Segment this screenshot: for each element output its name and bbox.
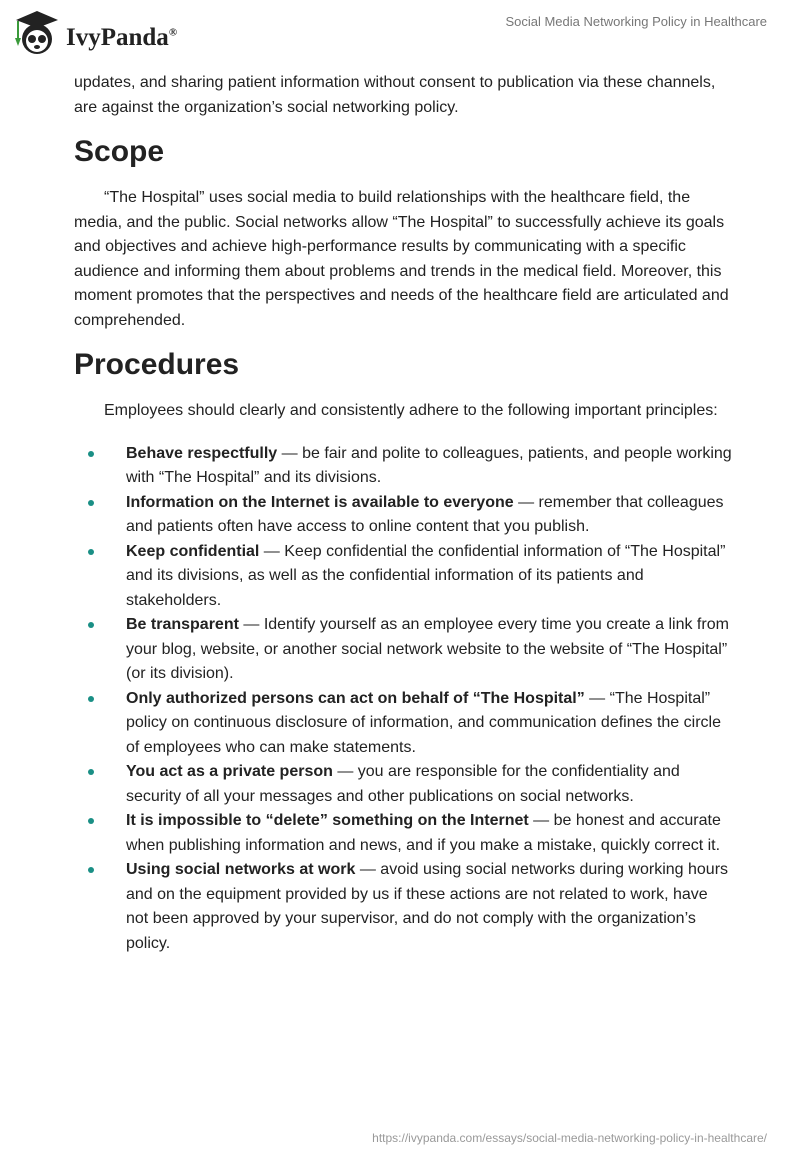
principle-title: Using social networks at work <box>126 861 356 878</box>
principle-text: — “The Hospital” policy on continuous disclosure of information, and communication defines the circle of employees who can make statements. <box>126 689 721 756</box>
principle-title: Be transparent <box>126 616 239 633</box>
list-item <box>74 809 734 858</box>
principle-text: — Keep confidential the confidential information of “The Hospital” and its divisions, as well as the confidential information of its patients and stakeholders. <box>126 542 726 609</box>
list-item <box>74 760 734 809</box>
bullet-icon <box>88 769 94 775</box>
list-item <box>74 442 734 491</box>
bullet-icon <box>88 622 94 628</box>
page-header <box>0 0 800 60</box>
list-item <box>74 540 734 614</box>
procedures-heading: Procedures <box>74 348 240 381</box>
list-item <box>74 491 734 540</box>
principles-list <box>74 442 734 957</box>
principle-text: — you are responsible for the confidentiality and security of all your messages and other publications on social networks. <box>126 763 680 805</box>
panda-icon <box>12 8 62 58</box>
principle-text: — Identify yourself as an employee every time you create a link from your blog, website, or another social network website to the website of “The Hospital” (or its division). <box>126 616 729 682</box>
principle-text: — be honest and accurate when publishing information and news, and if you make a mistake, quickly correct it. <box>126 812 721 854</box>
bullet-icon <box>88 696 94 702</box>
ivypanda-logo[interactable] <box>12 8 177 58</box>
list-item <box>74 613 734 687</box>
procedures-paragraph: Employees should clearly and consistently adhere to the following important principles: <box>104 402 718 419</box>
logo-text: IvyPanda <box>66 24 169 51</box>
bullet-icon <box>88 451 94 457</box>
list-item <box>74 687 734 761</box>
bullet-icon <box>88 867 94 873</box>
bullet-icon <box>88 818 94 824</box>
intro-paragraph: updates, and sharing patient information without consent to publication via these channels, are against the organization’s social networking policy. <box>74 74 716 116</box>
principle-text: — remember that colleagues and patients often have access to online content that you publish. <box>126 493 724 535</box>
bullet-icon <box>88 549 94 555</box>
principle-title: You act as a private person <box>126 763 333 780</box>
principle-title: Only authorized persons can act on behalf of “The Hospital” <box>126 689 585 707</box>
principle-title: It is impossible to “delete” something on the Internet <box>126 812 529 829</box>
principle-text: — avoid using social networks during working hours and on the equipment provided by us if these actions are not related to work, have not been approved by your supervisor, and do not comply with the organization’s policy. <box>126 861 729 952</box>
list-item <box>74 858 734 956</box>
principle-text: — be fair and polite to colleagues, patients, and people working with “The Hospital” and its divisions. <box>126 444 732 486</box>
bullet-icon <box>88 500 94 506</box>
document-title: Social Media Networking Policy in Healthcare <box>505 14 767 29</box>
scope-heading: Scope <box>74 135 165 168</box>
principle-title: Behave respectfully <box>126 444 278 462</box>
scope-paragraph: “The Hospital” uses social media to build relationships with the healthcare field, the media, and the public. Social networks allow “The Hospital” to successfully achieve its goals and objectives and achieve high-performance results by communicating with a specific audience and informing them about problems and trends in the medical field. Moreover, this moment promotes that the perspectives and needs of the healthcare field are articulated and comprehended. <box>74 189 729 329</box>
principle-title: Information on the Internet is available to everyone <box>126 493 514 511</box>
registered-mark: ® <box>168 26 178 39</box>
source-url-link[interactable]: https://ivypanda.com/essays/social-media-networking-policy-in-healthcare/ <box>372 1131 767 1145</box>
principle-title: Keep confidential <box>126 542 260 560</box>
essay-content <box>74 71 734 956</box>
